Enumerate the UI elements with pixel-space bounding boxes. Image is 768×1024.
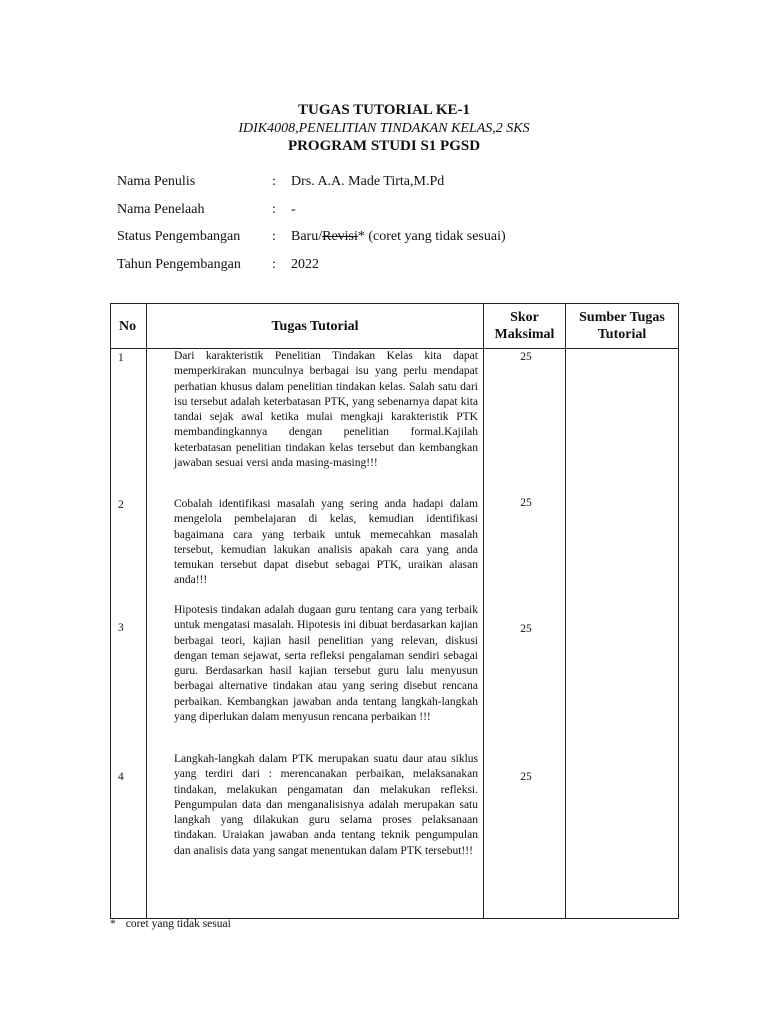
- penelaah-value: -: [291, 202, 296, 217]
- task-text: Cobalah identifikasi masalah yang sering anda hadapi dalam mengelola pembelajaran di kelas, kemudian identifikasi bagaimana cara yang terbaik untuk memecahkan masalah tersebut, kemudian lakukan analisis apakah cara yang anda temukan tersebut dapat disebut sebagai PTK, uraikan alasan anda!!!: [174, 498, 478, 587]
- header-tugas: Tugas Tutorial: [147, 304, 484, 349]
- table-header-row: [111, 304, 679, 349]
- no-cell: [111, 349, 147, 919]
- footnote-star: *: [110, 918, 116, 930]
- penulis-label: Nama Penulis: [117, 174, 196, 189]
- course-code: IDIK4008,PENELITIAN TINDAKAN KELAS,2 SKS: [238, 121, 530, 136]
- row-number: 3: [118, 622, 124, 634]
- score-cell: [484, 349, 566, 919]
- status-label: Status Pengembangan: [117, 229, 241, 244]
- header-skor: Skor Maksimal: [484, 304, 566, 349]
- status-baru: Baru/: [291, 229, 323, 244]
- header-sumber: Sumber Tugas Tutorial: [566, 304, 679, 349]
- task-text: Dari karakteristik Penelitian Tindakan Kelas kita dapat memperkirakan munculnya berbagai isu yang perlu mendapat perhatian khusus dalam penelitian tindakan kelas. Salah satu dari isu tersebut adalah keterbatasan PTK, yang sebenarnya dapat kita tandai sejak awal ketika mulai mengkaji karakteristik PTK membandingkannya dengan penelitian formal.Kajilah keterbatasan penelitian tindakan kelas tersebut dan kembangkan jawaban sesuai versi anda masing-masing!!!: [174, 350, 478, 470]
- program-name: PROGRAM STUDI S1 PGSD: [287, 138, 481, 154]
- status-value: [291, 229, 506, 245]
- status-note: * (coret yang tidak sesuai): [357, 229, 506, 244]
- document-title: TUGAS TUTORIAL KE-1: [298, 102, 470, 118]
- score-value: 25: [520, 497, 532, 509]
- colon: :: [272, 257, 276, 272]
- footnote-text: coret yang tidak sesuai: [125, 918, 231, 930]
- penulis-value: Drs. A.A. Made Tirta,M.Pd: [291, 174, 445, 189]
- task-text: Hipotesis tindakan adalah dugaan guru tentang cara yang terbaik untuk mengatasi masalah. Hipotesis ini dibuat berdasarkan kajian berbagai teori, kajian hasil penelitian yang relevan, diskusi dengan teman sejawat, serta refleksi pengalaman sendiri sebagai guru. Berdasarkan hasil kajian tersebut guru lalu menyusun berbagai alternative tindakan atau yang sering disebut rencana perbaikan. Kembangkan jawaban anda tentang langkah-langkah yang diperlukan dalam menyusun rencana perbaikan !!!: [174, 604, 478, 724]
- tahun-label: Tahun Pengembangan: [117, 257, 241, 272]
- penelaah-label: Nama Penelaah: [117, 202, 205, 217]
- status-revisi-struck: Revisi: [322, 229, 358, 244]
- table-body-row: [111, 349, 679, 919]
- source-cell: [566, 349, 679, 919]
- row-number: 2: [118, 499, 124, 511]
- colon: :: [272, 174, 276, 189]
- task-cell: [147, 349, 484, 919]
- tutorial-table: [110, 303, 679, 919]
- colon: :: [272, 202, 276, 217]
- header-no: No: [111, 304, 147, 349]
- score-value: 25: [520, 771, 532, 783]
- tahun-value: 2022: [291, 257, 319, 272]
- row-number: 1: [118, 352, 124, 364]
- score-value: 25: [520, 623, 532, 635]
- score-value: 25: [520, 351, 532, 363]
- task-text: Langkah-langkah dalam PTK merupakan suatu daur atau siklus yang terdiri dari : merencanakan perbaikan, melaksanakan tindakan, melakukan pengamatan dan melakukan refleksi. Pengumpulan data dan menganalisisnya adalah merupakan satu langkah yang dilakukan guru selama proses pelaksanaan tindakan. Uraiakan jawaban anda tentang teknik pengumpulan dan analisis data yang sangat menentukan dalam PTK tersebut!!!: [174, 753, 478, 857]
- footnote: [110, 918, 231, 930]
- colon: :: [272, 229, 276, 244]
- row-number: 4: [118, 771, 124, 783]
